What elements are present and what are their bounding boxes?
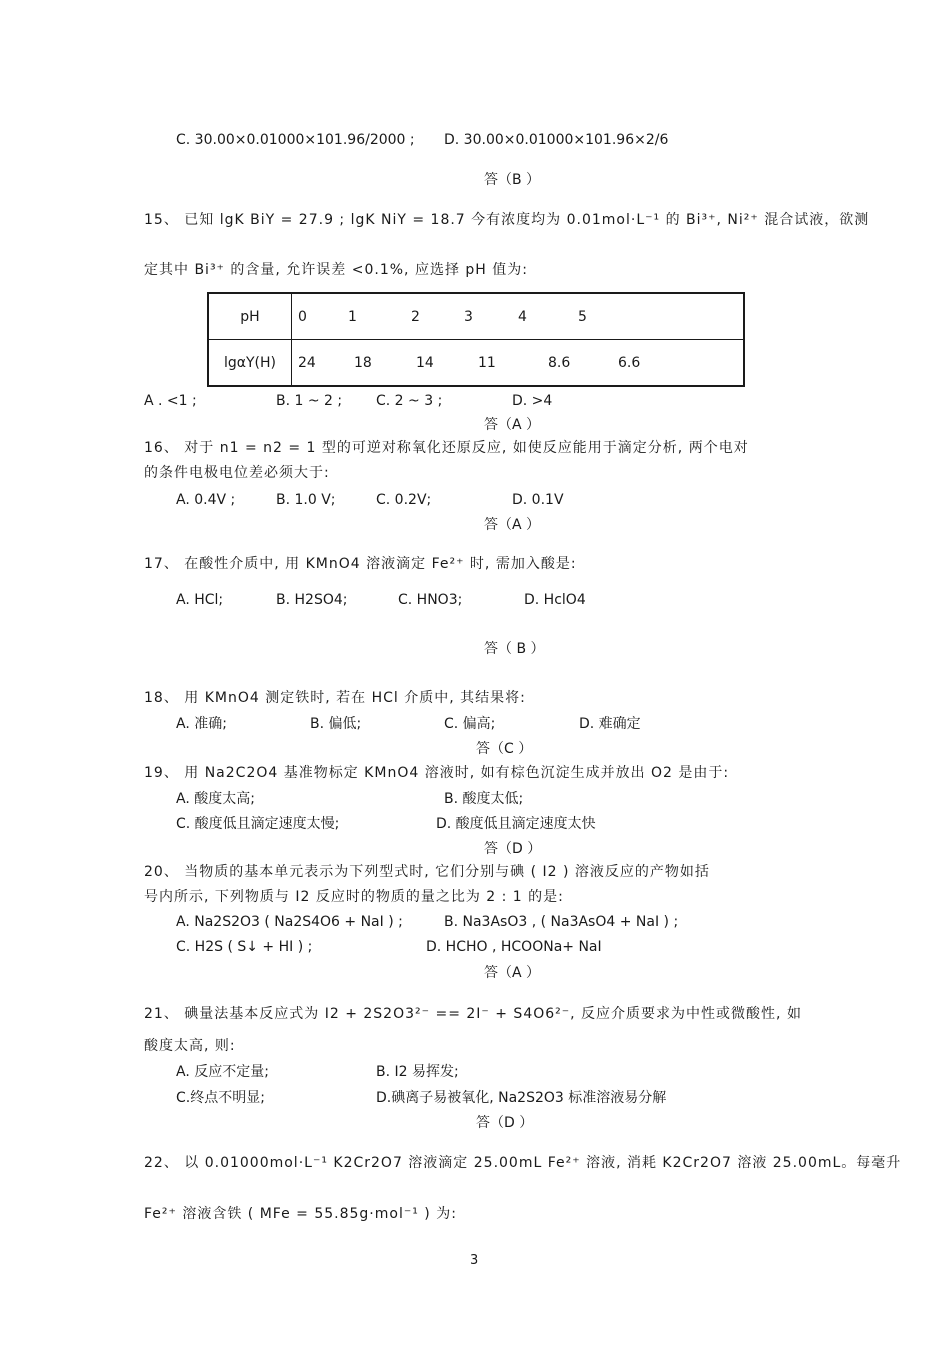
ph-value: 1 [348,308,357,325]
q20-stem-line2: 号内所示, 下列物质与 I2 反应时的物质的量之比为 2 : 1 的是: [144,889,564,905]
q21-answer: 答（D ） [476,1115,534,1131]
lgalpha-values-cell [292,340,745,387]
q20-answer: 答（A ） [484,965,541,981]
q20-option-b: B. Na3AsO3 , ( Na3AsO4 + NaI ) ; [444,914,679,930]
q15-option-d: D. >4 [512,393,553,409]
lgalpha-value: 8.6 [548,354,571,371]
lgalpha-value: 11 [478,354,496,371]
table-row [208,293,744,340]
q15-stem-line1: 15、 已知 lgK BiY = 27.9 ; lgK NiY = 18.7 今有浓度均为 0.01mol·L⁻¹ 的 Bi³⁺, Ni²⁺ 混合试液，欲测 [144,212,870,228]
q18-stem: 18、 用 KMnO4 测定铁时, 若在 HCl 介质中, 其结果将: [144,690,526,706]
q21-option-d: D.碘离子易被氧化, Na2S2O3 标准溶液易分解 [376,1090,667,1106]
q14-option-d: D. 30.00×0.01000×101.96×2/6 [444,132,669,148]
q15-answer: 答（A ） [484,417,541,433]
q22-stem-line2: Fe²⁺ 溶液含铁 ( MFe = 55.85g·mol⁻¹ ) 为: [144,1206,457,1222]
q19-option-a: A. 酸度太高; [176,791,255,807]
q18-option-d: D. 难确定 [579,716,641,732]
ph-value: 0 [298,308,307,325]
q18-option-b: B. 偏低; [310,716,362,732]
table-header-ph: pH [208,293,292,340]
q16-option-c: C. 0.2V; [376,492,432,508]
q20-option-c: C. H2S ( S↓ + HI ) ; [176,939,313,955]
q17-option-a: A. HCl; [176,592,224,608]
q17-answer: 答（ B ） [484,641,545,657]
table-row [208,340,744,387]
q19-option-c: C. 酸度低且滴定速度太慢; [176,816,340,832]
q19-option-b: B. 酸度太低; [444,791,524,807]
ph-lgalpha-table [207,292,745,387]
q16-answer: 答（A ） [484,517,541,533]
q18-answer: 答（C ） [476,741,533,757]
q15-option-c: C. 2 ~ 3 ; [376,393,443,409]
ph-values-cell [292,293,745,340]
q16-stem-line2: 的条件电极电位差必须大于: [144,465,330,481]
q16-stem-line1: 16、 对于 n1 = n2 = 1 型的可逆对称氧化还原反应, 如使反应能用于滴定分析, 两个电对 [144,440,749,456]
q19-answer: 答（D ） [484,841,542,857]
q16-option-b: B. 1.0 V; [276,492,336,508]
q21-option-a: A. 反应不定量; [176,1064,269,1080]
q17-stem: 17、 在酸性介质中, 用 KMnO4 溶液滴定 Fe²⁺ 时, 需加入酸是: [144,556,577,572]
q17-option-c: C. HNO3; [398,592,463,608]
q22-stem-line1: 22、 以 0.01000mol·L⁻¹ K2Cr2O7 溶液滴定 25.00mL Fe²⁺ 溶液, 消耗 K2Cr2O7 溶液 25.00mL。每毫升 [144,1155,902,1171]
q19-option-d: D. 酸度低且滴定速度太快 [436,816,596,832]
ph-value: 3 [464,308,473,325]
ph-value: 4 [518,308,527,325]
q20-stem-line1: 20、 当物质的基本单元表示为下列型式时, 它们分别与碘 ( I2 ) 溶液反应的产物如括 [144,864,710,880]
q14-answer: 答（B ） [484,172,541,188]
q16-option-a: A. 0.4V ; [176,492,236,508]
q18-option-c: C. 偏高; [444,716,496,732]
lgalpha-value: 24 [298,354,316,371]
ph-value: 2 [411,308,420,325]
q16-option-d: D. 0.1V [512,492,564,508]
q15-stem-line2: 定其中 Bi³⁺ 的含量, 允许误差 <0.1%, 应选择 pH 值为: [144,262,528,278]
q19-stem: 19、 用 Na2C2O4 基准物标定 KMnO4 溶液时, 如有棕色沉淀生成并放出 O2 是由于: [144,765,730,781]
ph-value: 5 [578,308,587,325]
q21-option-c: C.终点不明显; [176,1090,265,1106]
q17-option-b: B. H2SO4; [276,592,348,608]
q21-stem-line1: 21、 碘量法基本反应式为 I2 + 2S2O3²⁻ == 2I⁻ + S4O6²⁻, 反应介质要求为中性或微酸性, 如 [144,1006,802,1022]
q15-option-b: B. 1 ~ 2 ; [276,393,343,409]
lgalpha-value: 6.6 [618,354,641,371]
lgalpha-value: 18 [354,354,372,371]
q17-option-d: D. HclO4 [524,592,586,608]
q18-option-a: A. 准确; [176,716,227,732]
q21-option-b: B. I2 易挥发; [376,1064,459,1080]
q14-option-c: C. 30.00×0.01000×101.96/2000 ; [176,132,415,148]
q20-option-a: A. Na2S2O3 ( Na2S4O6 + NaI ) ; [176,914,403,930]
lgalpha-value: 14 [416,354,434,371]
q21-stem-line2: 酸度太高, 则: [144,1038,236,1054]
q20-option-d: D. HCHO , HCOONa+ NaI [426,939,602,955]
table-header-lgalpha: lgαY(H) [208,340,292,387]
page-number: 3 [470,1253,479,1268]
q15-option-a: A . <1 ; [144,393,197,409]
